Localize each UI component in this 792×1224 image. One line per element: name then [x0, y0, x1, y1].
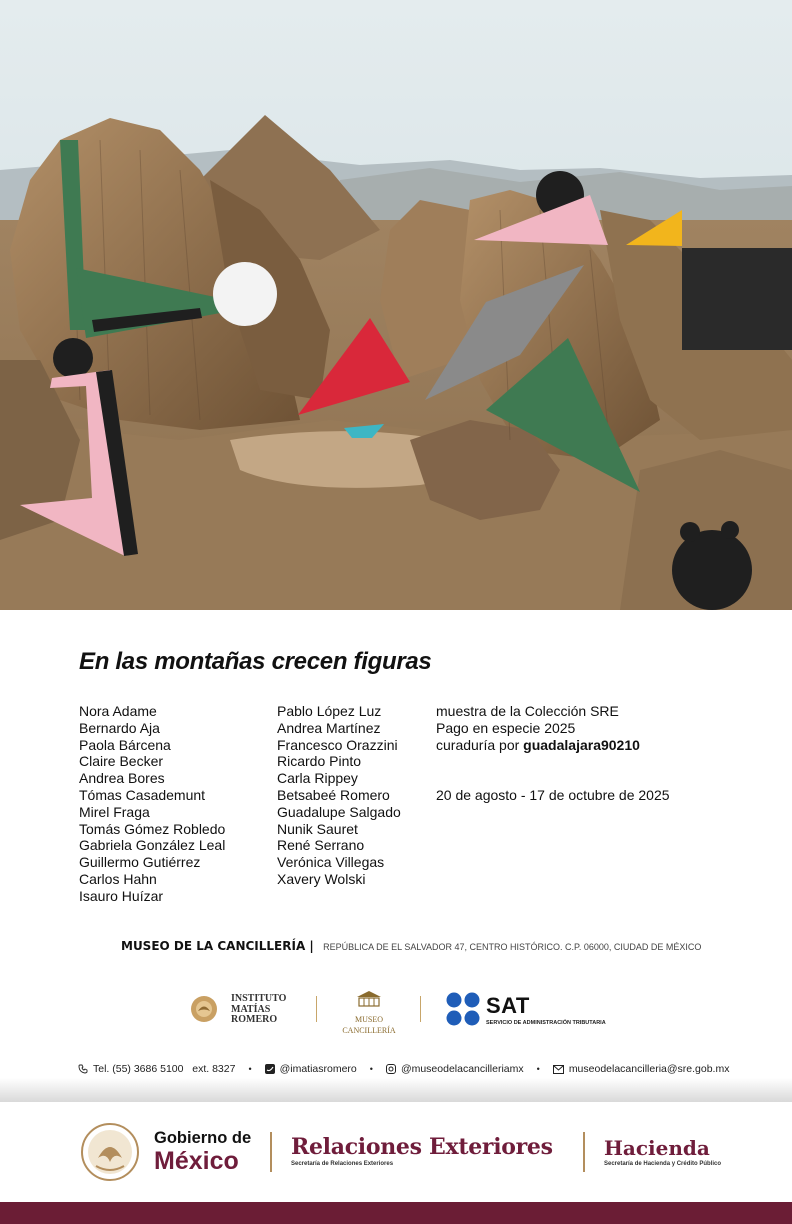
contact-line: Tel. (55) 3686 5100 ext. 8327 • @imatiasromero • @museodelacancilleriamx • museodelacancilleria@sre.gob.mx	[78, 1063, 729, 1075]
email-contact[interactable]: museodelacancilleria@sre.gob.mx	[553, 1063, 730, 1075]
artist-name: Ricardo Pinto	[277, 753, 362, 770]
black-circle-shape	[53, 338, 93, 378]
exhibition-dates: 20 de agosto - 17 de octubre de 2025	[436, 786, 670, 803]
coat-of-arms-icon	[80, 1122, 140, 1182]
instagram-contact[interactable]: @museodelacancilleriamx	[386, 1063, 524, 1075]
artist-name: Paola Bárcena	[79, 736, 171, 753]
artist-name: Nunik Sauret	[277, 820, 358, 837]
phone-contact[interactable]: Tel. (55) 3686 5100 ext. 8327	[78, 1063, 235, 1075]
artist-name: Guadalupe Salgado	[277, 803, 401, 820]
instituto-matias-romero-logo: INSTITUTO MATÍAS ROMERO	[189, 994, 219, 1029]
phone-icon	[78, 1064, 88, 1074]
collection-line: muestra de la Colección SRE	[436, 703, 619, 719]
payment-line: Pago en especie 2025	[436, 719, 576, 736]
eagle-seal-icon	[189, 994, 219, 1024]
hacienda-logo: Hacienda Secretaría de Hacienda y Crédito Público	[604, 1136, 722, 1167]
building-icon	[356, 990, 382, 1008]
white-circle-shape	[213, 262, 277, 326]
exhibition-info	[436, 703, 670, 804]
twitter-icon	[265, 1064, 275, 1074]
artist-name: Carla Rippey	[277, 770, 358, 787]
hero-collage-image	[0, 0, 792, 610]
artist-name: Tómas Casademunt	[79, 786, 206, 803]
museum-address: REPÚBLICA DE EL SALVADOR 47, CENTRO HISTÓRICO. C.P. 06000, CIUDAD DE MÉXICO	[323, 942, 702, 952]
email-icon	[553, 1065, 564, 1074]
artist-name: Gabriela González Leal	[79, 837, 226, 854]
artist-name: Tomás Gómez Robledo	[79, 820, 226, 837]
curator-name: guadalajara90210	[523, 736, 640, 753]
artist-name: Claire Becker	[79, 753, 164, 770]
artist-name: Andrea Bores	[79, 770, 165, 787]
instagram-icon	[386, 1064, 396, 1074]
artist-name: Carlos Hahn	[79, 870, 157, 887]
artists-column-1	[79, 703, 225, 905]
curator-line: curaduría por guadalajara90210	[436, 736, 640, 753]
sat-dots-icon	[446, 992, 482, 1028]
artist-name: Pablo López Luz	[277, 703, 382, 719]
twitter-contact[interactable]: @imatiasromero	[265, 1063, 357, 1075]
artist-name: René Serrano	[277, 837, 365, 854]
black-rectangle-shape	[682, 248, 792, 350]
partner-logos: INSTITUTO MATÍAS ROMERO MUSEO CANCILLERÍA SAT SERVICIO DE ADMINISTRACIÓN TRIBUTARIA	[0, 988, 792, 1032]
gobierno-de-mexico-logo: Gobierno de México	[154, 1129, 252, 1175]
relaciones-exteriores-logo: Relaciones Exteriores Secretaría de Relaciones Exteriores	[291, 1134, 553, 1167]
artist-name: Francesco Orazzini	[277, 736, 398, 753]
artist-name: Andrea Martínez	[277, 719, 381, 736]
artist-name: Bernardo Aja	[79, 719, 160, 736]
artists-column-2	[277, 703, 401, 888]
artist-name: Xavery Wolski	[277, 870, 366, 887]
bottom-color-bar	[0, 1202, 792, 1224]
artist-name: Guillermo Gutiérrez	[79, 854, 201, 871]
artist-name: Isauro Huízar	[79, 887, 164, 904]
museo-cancilleria-logo: MUSEO CANCILLERÍA	[338, 990, 400, 1035]
artist-name: Nora Adame	[79, 703, 157, 719]
exhibition-title: En las montañas crecen figuras	[79, 648, 432, 675]
artist-name: Verónica Villegas	[277, 854, 385, 871]
artist-name: Mirel Fraga	[79, 803, 150, 820]
black-blob-shape	[672, 530, 752, 610]
government-footer	[0, 1102, 792, 1202]
museum-name: MUSEO DE LA CANCILLERÍA |	[121, 939, 314, 953]
museum-address-line	[121, 939, 701, 953]
artist-name: Betsabeé Romero	[277, 786, 390, 803]
